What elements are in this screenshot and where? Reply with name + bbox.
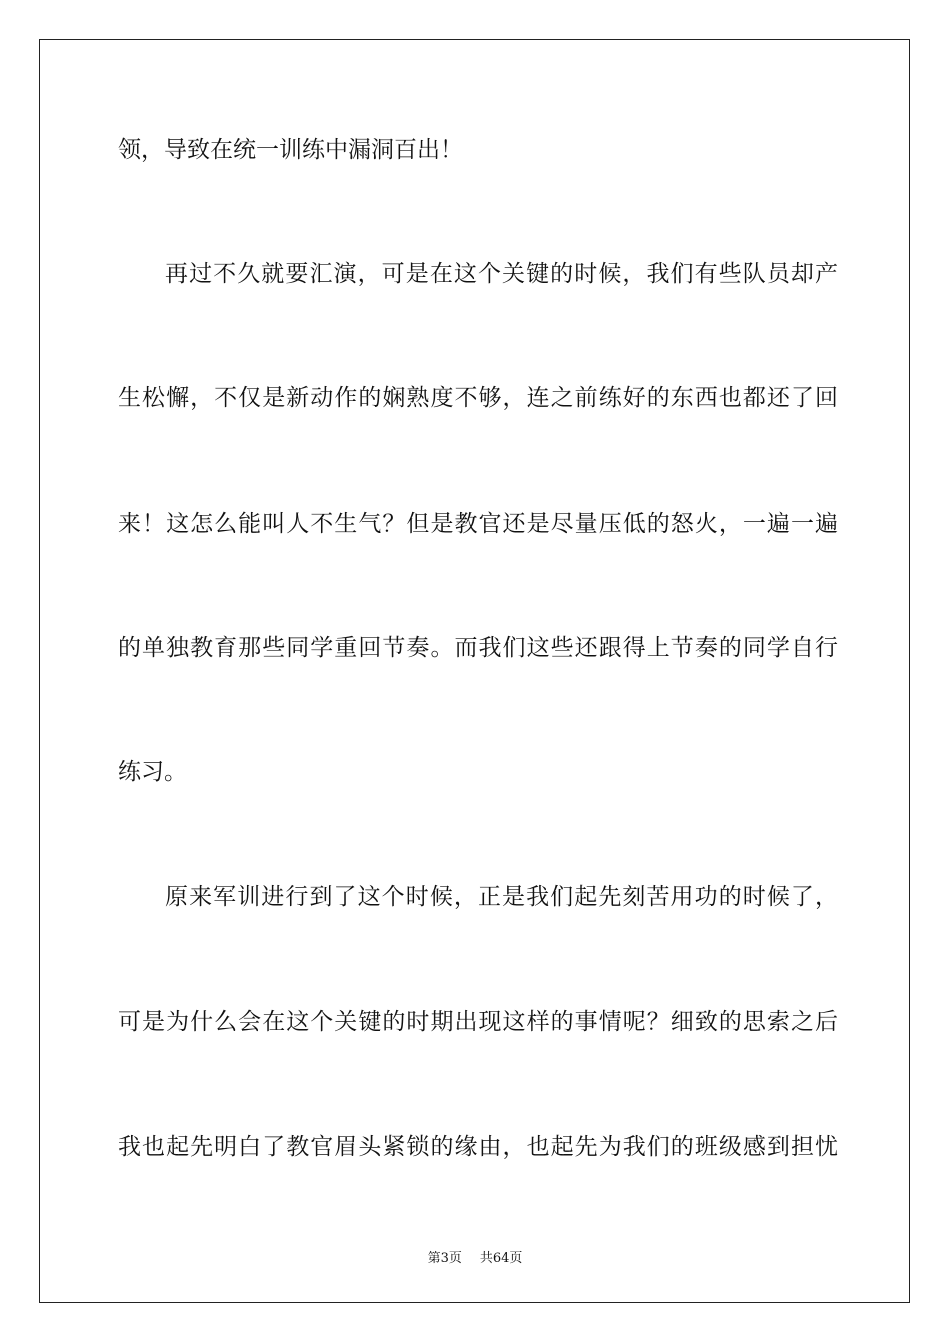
text-line-7: 原来军训进行到了这个时候，正是我们起先刻苦用功的时候了， bbox=[165, 884, 838, 910]
text-line-5: 的单独教育那些同学重回节奏。而我们这些还跟得上节奏的同学自行 bbox=[118, 635, 838, 661]
text-line-1: 领，导致在统一训练中漏洞百出！ bbox=[118, 137, 463, 163]
text-line-4: 来！这怎么能叫人不生气？但是教官还是尽量压低的怒火，一遍一遍 bbox=[118, 511, 838, 537]
text-line-8: 可是为什么会在这个关键的时期出现这样的事情呢？细致的思索之后 bbox=[118, 1009, 838, 1035]
page-border bbox=[39, 39, 910, 1303]
text-line-3: 生松懈，不仅是新动作的娴熟度不够，连之前练好的东西也都还了回 bbox=[118, 385, 838, 411]
text-line-2: 再过不久就要汇演，可是在这个关键的时候，我们有些队员却产 bbox=[165, 261, 838, 287]
page-footer bbox=[0, 1247, 950, 1266]
text-line-9: 我也起先明白了教官眉头紧锁的缘由，也起先为我们的班级感到担忧 bbox=[118, 1134, 838, 1160]
text-line-6: 练习。 bbox=[118, 759, 187, 785]
page-number: 第3页 bbox=[427, 1251, 462, 1266]
page-total: 共64页 bbox=[479, 1251, 523, 1266]
